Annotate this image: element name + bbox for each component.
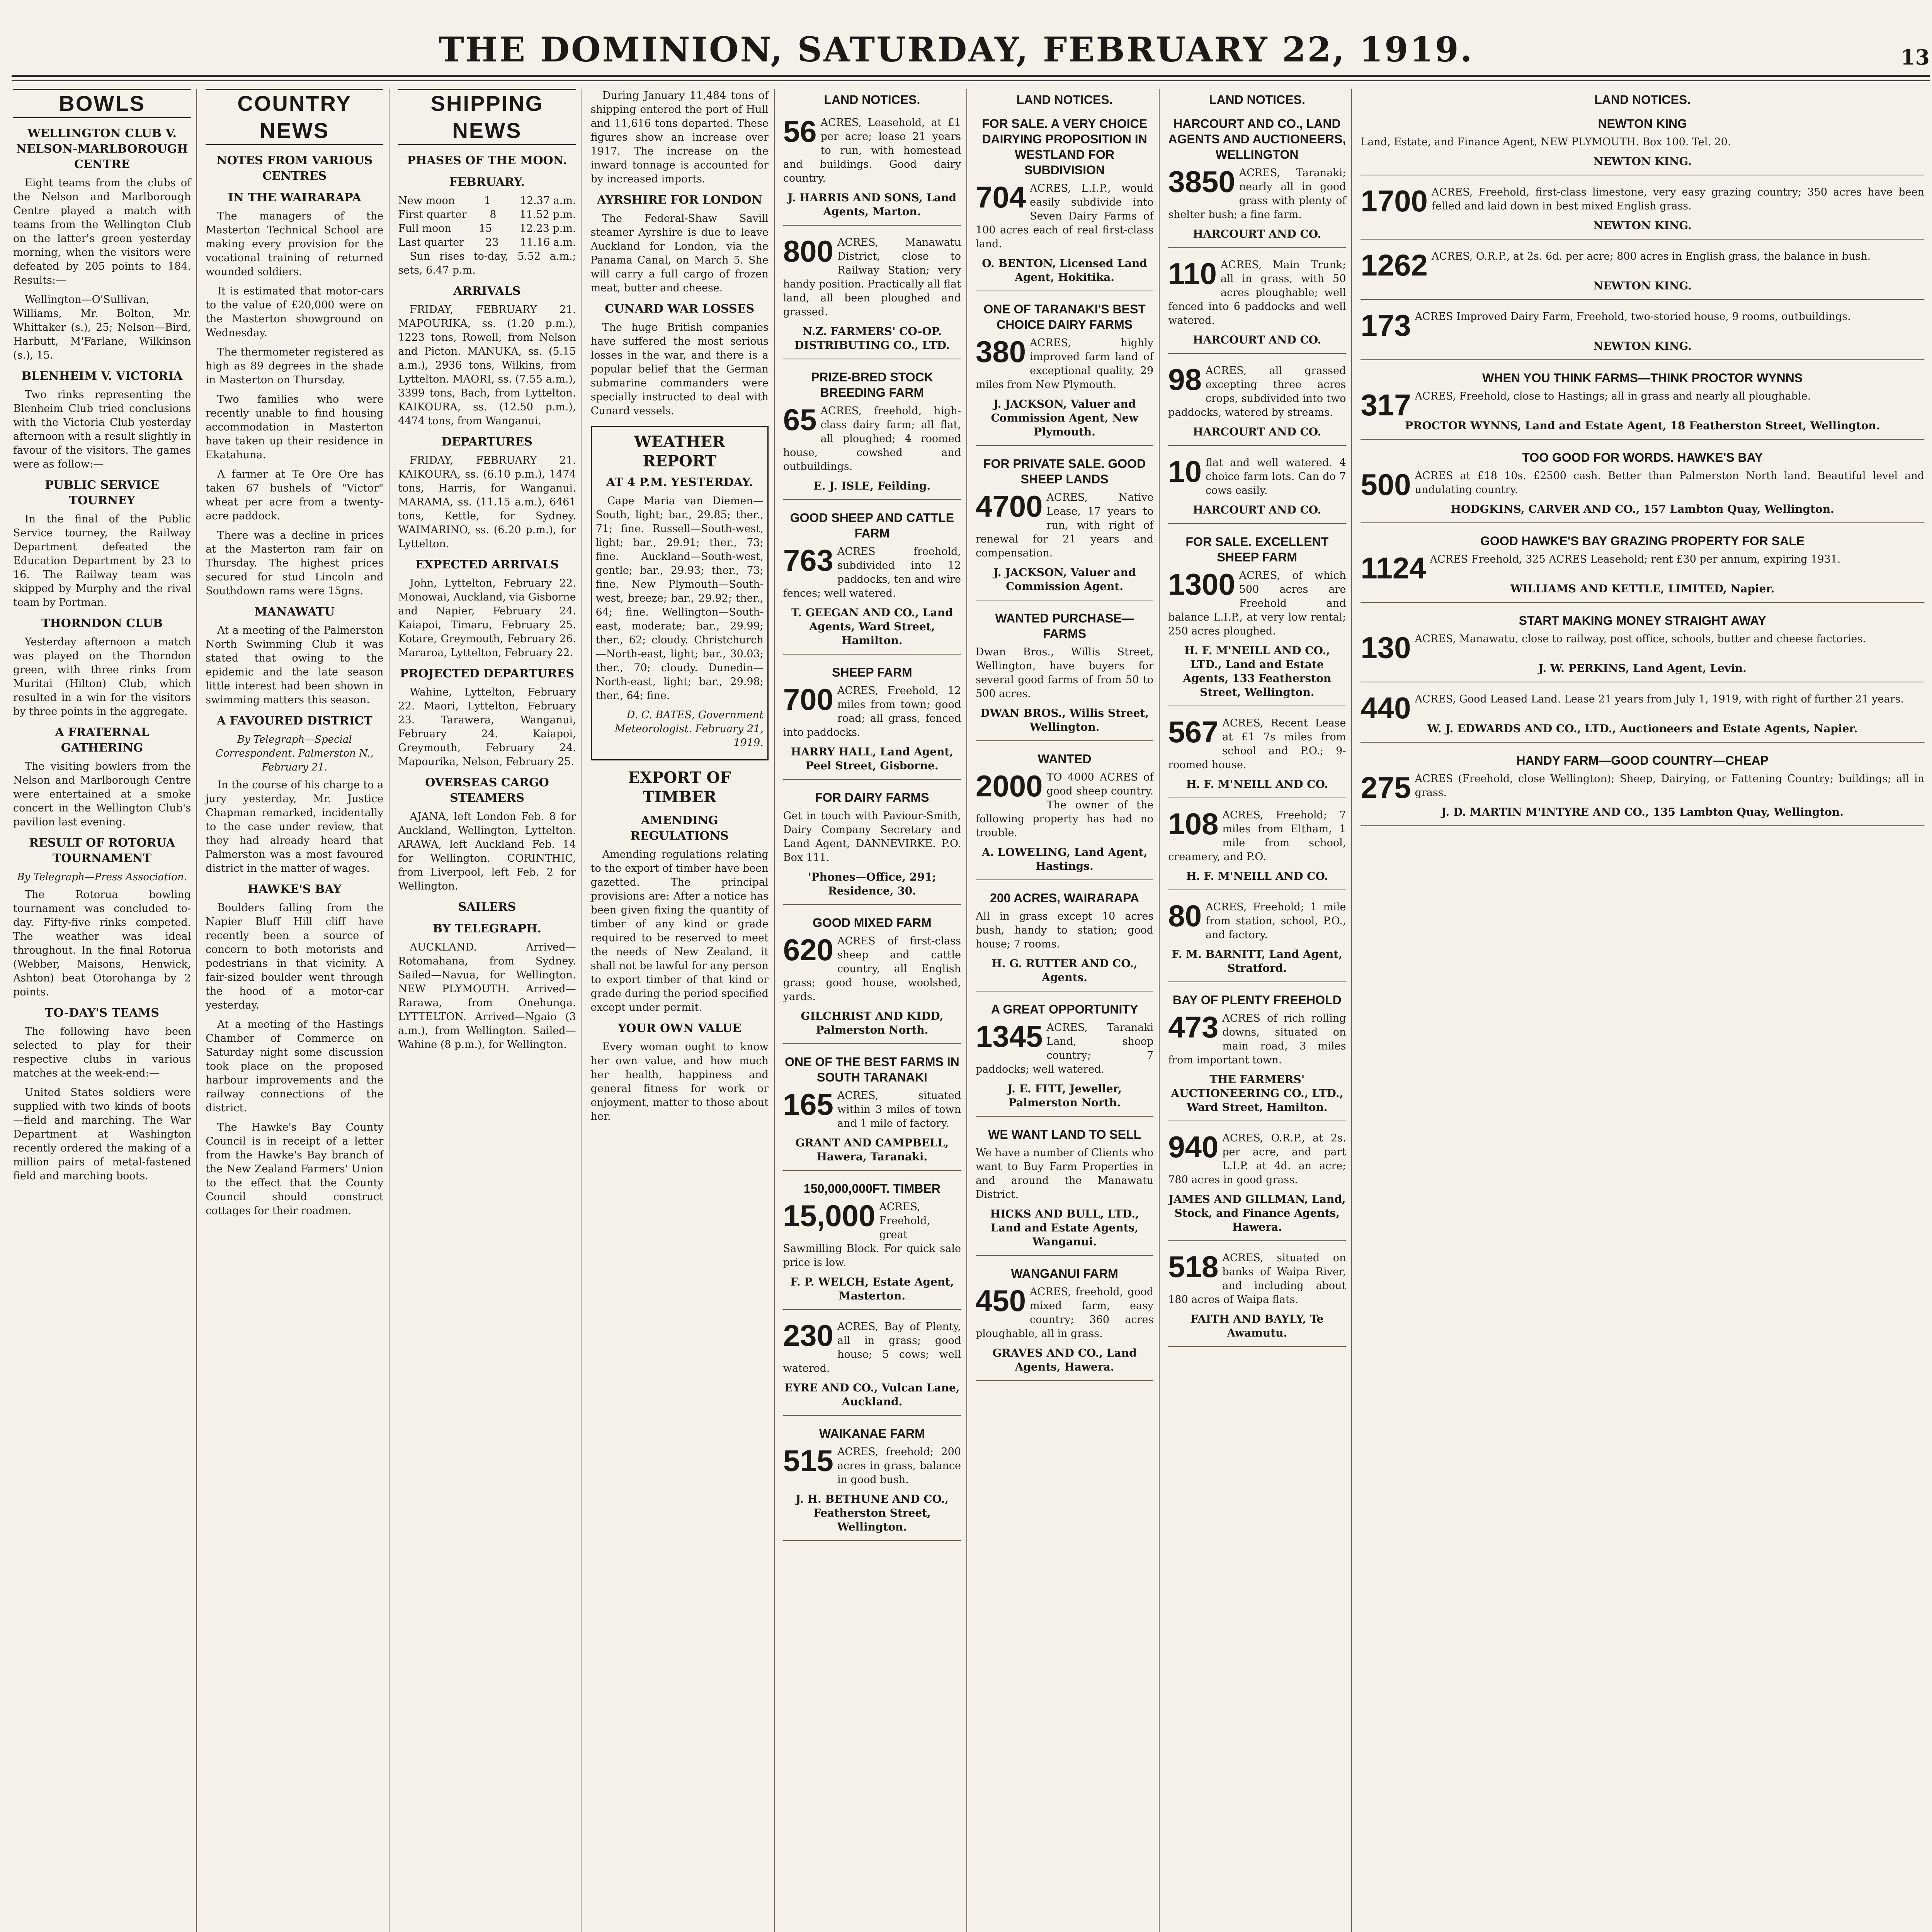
column-land-notices-2 [974,89,1160,1932]
land-notice-ad [1361,444,1924,523]
ad-acreage: 173 [1361,308,1411,342]
ad-list [1361,111,1924,826]
byline: By Telegraph—Press Association. [17,871,187,883]
moon-day: 1 [484,195,491,207]
article-paragraph: The Hawke's Bay County Council is in receipt of a letter from the Hawke's Bay branch of the New Zealand Farmers' Union to the effect that the County Council should construct cottages for their roadmen. [206,1121,384,1217]
ad-acreage: 317 [1361,388,1411,422]
ad-agent: PROCTOR WYNNS, Land and Estate Agent, 18 Featherston Street, Wellington. [1405,419,1880,432]
article-paragraph: The managers of the Masterton Technical School are making every provision for the vocational training of returned wounded soldiers. [206,210,384,278]
projected-departures-list: Wahine, Lyttelton, February 22. Maori, Lyttelton, February 23. Tarawera, Wanganui, February 24. Kaiapoi, Greymouth, February 24. Mapourika, Nelson, February 25. [398,686,576,768]
ad-agent: HARCOURT AND CO. [1193,425,1321,438]
article-heading: SAILERS [458,900,516,914]
ad-body: 56 ACRES, Leasehold, at £1 per acre; lease 21 years to run, with homestead and buildings. Good dairy country. [783,114,961,184]
ad-body: 940 ACRES, O.R.P., at 2s. per acre, and part L.I.P. at 4d. an acre; 780 acres in good grass. [1168,1130,1346,1186]
ad-acreage: 3850 [1168,165,1235,199]
ad-acreage: 15,000 [783,1199,876,1233]
ad-body: Dwan Bros., Willis Street, Wellington, have buyers for several good farms of from 50 to 500 acres. [976,646,1154,700]
article-heading: WELLINGTON CLUB V. NELSON-MARLBOROUGH CENTRE [16,127,188,171]
ad-acreage: 1700 [1361,184,1428,218]
article-paragraph: Yesterday afternoon a match was played on the Thorndon green, with three rinks from Muritai (Hilton) Club, which resulted in a win for the visitors by three points in the aggregate. [13,636,191,718]
article-paragraph: Two rinks representing the Blenheim Club tried conclusions with the Victoria Club yesterday afternoon with a result slightly in favour of the visitors. The games were as follow:— [13,389,191,470]
ad-agent: WILLIAMS AND KETTLE, LIMITED, Napier. [1510,582,1775,595]
page-columns [12,89,1930,1932]
article-heading: TO-DAY'S TEAMS [45,1006,160,1020]
weather-report-box [591,426,769,760]
article-paragraph: The thermometer registered as high as 89 degrees in the shade in Masterton on Thursday. [206,346,384,386]
land-notice-ad [783,1049,961,1171]
ad-acreage: 230 [783,1318,833,1352]
ad-heading: HARCOURT AND CO., LAND AGENTS AND AUCTIONEERS, WELLINGTON [1168,117,1346,162]
ad-agent: HICKS AND BULL, LTD., Land and Estate Agents, Wanganui. [990,1208,1139,1248]
ad-acreage: 700 [783,682,833,716]
article-paragraph: Eight teams from the clubs of the Nelson and Marlborough Centre played a match with teams from the Wellington Club on the latter's green yesterday morning, when the visitors were defeated by 205 points to 184. Results:— [13,177,191,286]
moon-phase: New moon [398,195,455,207]
ad-agent: F. M. BARNITT, Land Agent, Stratford. [1172,948,1342,975]
ad-list [783,111,961,1541]
ad-agent: A. LOWELING, Land Agent, Hastings. [981,846,1148,872]
ad-acreage: 275 [1361,770,1411,804]
column-misc-news [589,89,775,1932]
article-heading: ARRIVALS [453,284,521,298]
article-paragraph: The visiting bowlers from the Nelson and Marlborough Centre were entertained at a smoke concert in the Wellington Club's pavilion last evening. [13,760,191,828]
ad-body: 275 ACRES (Freehold, close Wellington); Sheep, Dairying, or Fattening Country; buildings; all in grass. [1361,770,1924,804]
ad-acreage: 567 [1168,715,1219,749]
ad-body: 2000 TO 4000 ACRES of good sheep country. The owner of the following property has had no trouble. [976,769,1154,839]
article-heading: MANAWATU [254,605,335,619]
land-notice-ad [1168,711,1346,798]
top-rule-thin [12,80,1930,81]
ad-body: 450 ACRES, freehold, good mixed farm, easy country; 360 acres ploughable, all in grass. [976,1284,1154,1340]
land-notice-ad [1361,687,1924,743]
ad-list [976,111,1153,1381]
ad-acreage: 763 [783,543,833,577]
ad-body: 700 ACRES, Freehold, 12 miles from town; good road; all grass, fenced into paddocks. [783,682,961,738]
article-paragraph: Amending regulations relating to the export of timber have been gazetted. The principal provisions are: After a notice has been given fixing the quantity of timber of any kind or grade required to be reserved to meet the needs of New Zealand, it shall not be lawful for any person to export timber of that kind or grade during the period specified except under permit. [590,849,769,1014]
land-notice-ad [783,364,961,500]
ad-body: 620 ACRES of first-class sheep and cattle country, all English grass; good house, woolshed, yards. [783,933,961,1003]
ad-heading: FOR DAIRY FARMS [815,791,929,804]
ad-body: 380 ACRES, highly improved farm land of exceptional quality, 29 miles from New Plymouth. [976,335,1154,391]
land-notice-ad [976,1121,1153,1256]
ad-agent: THE FARMERS' AUCTIONEERING CO., LTD., Ward Street, Hamilton. [1171,1073,1344,1114]
land-notice-ad [783,659,961,780]
article-heading: BY TELEGRAPH. [432,922,541,935]
ad-body: 515 ACRES, freehold; 200 acres in grass, balance in good bush. [783,1444,961,1486]
land-notice-ad [1361,180,1924,240]
ad-agent: J. E. FITT, Jeweller, Palmerston North. [1007,1082,1122,1109]
ad-agent: GRANT AND CAMPBELL, Hawera, Taranaki. [795,1136,949,1163]
ad-agent: JAMES AND GILLMAN, Land, Stock, and Finance Agents, Hawera. [1168,1193,1346,1233]
moon-day: 15 [479,223,492,235]
telegraph-shipping-list: AUCKLAND. Arrived—Rotomahana, from Sydney. Sailed—Navua, for Wellington. NEW PLYMOUTH. Arrived—Rarawa, from Onehunga. LYTTELTON. Arrived—Ngaio (3 a.m.), from Wellington. Sailed—Wahine (8 p.m.), for Wellington. [398,941,576,1051]
article-heading: BLENHEIM V. VICTORIA [21,369,183,383]
land-notice-ad [1361,111,1924,175]
top-rule [12,75,1930,77]
ad-agent: H. F. M'NEILL AND CO. [1186,778,1328,791]
article-heading: DEPARTURES [442,435,532,449]
ad-agent: J. W. PERKINS, Land Agent, Levin. [1538,662,1747,675]
ad-heading: TOO GOOD FOR WORDS. HAWKE'S BAY [1522,451,1763,464]
ad-agent: O. BENTON, Licensed Land Agent, Hokitika. [982,257,1147,284]
ad-agent: W. J. EDWARDS AND CO., LTD., Auctioneers and Estate Agents, Napier. [1427,722,1858,735]
moon-phase-row [398,194,576,208]
weather-signature: D. C. BATES, Government Meteorologist. February 21, 1919. [614,709,764,749]
ad-body: 500 ACRES at £18 10s. £2500 cash. Better than Palmerston North land. Beautiful level and undulating country. [1361,468,1924,502]
ad-body: 1300 ACRES, of which 500 acres are Freehold and balance L.I.P., at very low rental; 250 acres ploughed. [1168,567,1346,637]
ad-acreage: 98 [1168,362,1202,396]
ad-acreage: 80 [1168,899,1202,933]
land-notice-ad [1168,359,1346,446]
ad-body: 98 ACRES, all grassed excepting three acres crops, subdivided into two paddocks, watered by streams. [1168,362,1346,418]
article-paragraph: The Federal-Shaw Savill steamer Ayrshire is due to leave Auckland for London, via the Panama Canal, on March 5. She will carry a full cargo of frozen meat, butter and cheese. [590,213,769,294]
land-notice-ad [1168,253,1346,354]
ad-acreage: 110 [1168,257,1217,291]
land-notice-ad [1361,365,1924,440]
ad-heading: START MAKING MONEY STRAIGHT AWAY [1519,614,1766,628]
ad-heading: 200 ACRES, WAIRARAPA [990,891,1139,905]
land-notice-ad [783,230,961,359]
ad-acreage: 940 [1168,1130,1219,1164]
section-heading-bowls: BOWLS [13,89,191,118]
ad-body: 473 ACRES of rich rolling downs, situated on main road, 3 miles from important town. [1168,1010,1346,1066]
land-notice-ad [783,784,961,905]
ad-acreage: 4700 [976,489,1043,523]
land-notice-ad [976,451,1153,600]
ad-agent: T. GEEGAN AND CO., Land Agents, Ward Street, Hamilton. [791,606,953,647]
moon-phase-row [398,222,576,236]
article-heading: EXPORT OF TIMBER [628,769,731,806]
ad-body: 65 ACRES, freehold, high-class dairy farm; all flat, all ploughed; 4 roomed house, cowshed and outbuildings. [783,403,961,473]
ad-acreage: 518 [1168,1250,1219,1284]
ad-body: 173 ACRES Improved Dairy Farm, Freehold, two-storied house, 9 rooms, outbuildings. [1361,308,1851,342]
land-notice-ad [1168,451,1346,524]
ad-heading: BAY OF PLENTY FREEHOLD [1172,993,1342,1007]
ad-body: 165 ACRES, situated within 3 miles of town and 1 mile of factory. [783,1087,961,1129]
ad-acreage: 56 [783,114,817,148]
ad-agent: HARRY HALL, Land Agent, Peel Street, Gisborne. [791,745,954,772]
moon-time: 12.23 p.m. [519,223,576,235]
arrivals-list: FRIDAY, FEBRUARY 21. MAPOURIKA, ss. (1.20 p.m.), 1223 tons, Rowell, from Nelson and Picton. MANUKA, ss. (5.15 a.m.), 2936 tons, Wilkins, from Lyttelton. MAORI, ss. (7.55 a.m.), 3399 tons, Bach, from Lyttelton. KAIKOURA, ss. (12.50 p.m.), 4474 tons, from Wanganui. [398,304,576,427]
ad-agent: J. HARRIS AND SONS, Land Agents, Marton. [787,191,957,218]
land-notice-ad [976,605,1153,741]
ad-agent: GILCHRIST AND KIDD, Palmerston North. [801,1010,944,1036]
ad-acreage: 130 [1361,631,1411,665]
ad-agent: EYRE AND CO., Vulcan Lane, Auckland. [784,1381,960,1408]
article-heading: PROJECTED DEPARTURES [400,667,575,680]
ad-heading: HANDY FARM—GOOD COUNTRY—CHEAP [1516,753,1769,767]
article-heading: NOTES FROM VARIOUS CENTRES [216,154,373,183]
ad-agent: H. F. M'NEILL AND CO., LTD., Land and Estate Agents, 133 Featherston Street, Wellington. [1183,644,1332,699]
land-notice-ad [976,996,1153,1117]
moon-phase-row [398,236,576,250]
moon-time: 12.37 a.m. [520,195,576,207]
land-notice-ad [783,1175,961,1310]
ad-body: 80 ACRES, Freehold; 1 mile from station, school, P.O., and factory. [1168,899,1346,941]
ad-acreage: 2000 [976,769,1043,803]
ad-body: 800 ACRES, Manawatu District, close to Railway Station; very handy position. Practically all flat land, all been ploughed and grassed. [783,234,961,318]
article-paragraph: There was a decline in prices at the Masterton ram fair on Thursday. The highest prices secured for stud Lincoln and Southdown rams were 15gns. [206,529,384,597]
land-notice-ad [1168,895,1346,982]
article-heading: PHASES OF THE MOON. [407,154,567,167]
ad-body: 15,000 ACRES, Freehold, great Sawmilling Block. For quick sale price is low. [783,1199,961,1269]
ad-heading: WAIKANAE FARM [819,1427,925,1440]
article-paragraph: It is estimated that motor-cars to the value of £20,000 were on the Masterton showground on Wednesday. [206,285,384,339]
article-paragraph: The Rotorua bowling tournament was concluded to-day. Fifty-five rinks competed. The weather was ideal throughout. In the final Rotorua (Webber, Maisons, Henwick, Ashton) beat Otorohanga by 2 points. [13,889,191,998]
moon-phase: First quarter [398,209,467,221]
moon-phase: Last quarter [398,236,464,248]
moon-time: 11.16 a.m. [520,236,576,248]
ad-agent: DWAN BROS., Willis Street, Wellington. [980,707,1149,733]
ad-acreage: 515 [783,1444,833,1478]
ad-agent: HODGKINS, CARVER AND CO., 157 Lambton Quay, Wellington. [1451,503,1834,515]
ad-agent: E. J. ISLE, Feilding. [813,480,931,492]
ad-heading: FOR SALE. EXCELLENT SHEEP FARM [1185,535,1329,564]
land-notice-ad [1361,244,1924,300]
ad-acreage: 800 [783,234,833,268]
article-paragraph: The huge British companies have suffered the most serious losses in the war, and there is a popular belief that the German submarine commanders were specially instructed to deal with Cunard vessels. [590,321,769,417]
land-notice-ad [783,505,961,655]
ad-body: 704 ACRES, L.I.P., would easily subdivide into Seven Dairy Farms of 100 acres each of real first-class land. [976,180,1154,250]
ad-acreage: 65 [783,403,817,437]
ad-agent: NEWTON KING. [1593,219,1692,232]
ad-acreage: 1124 [1361,551,1426,585]
land-notice-ad [1361,747,1924,826]
land-notice-ad [976,746,1153,880]
weather-report-subtitle: AT 4 P.M. YESTERDAY. [606,476,753,489]
overseas-steamers-list: AJANA, left London Feb. 8 for Auckland, Wellington, Lyttelton. ARAWA, left Auckland Feb. 14 for Wellington. CORINTHIC, from Liverpool, left Feb. 2 for Wellington. [398,811,576,892]
ad-body: 4700 ACRES, Native Lease, 17 years to run, with right of renewal for 21 years and compensation. [976,489,1154,559]
weather-readings: Cape Maria van Diemen—South, light; bar., 29.85; ther., 71; fine. Russell—South-west, light; bar., 29.91; ther., 73; fine. Auckland—South-west, gentle; bar., 29.93; ther., 73; fine. New Plymouth—South-west, breeze; bar., 29.92; ther., 64; fine. Wellington—South-east, moderate; bar., 29.99; ther., 62; cloudy. Christchurch—North-east, light; bar., 30.03; ther., 70; cloudy. Dunedin—North-east, light; bar., 29.98; ther., 64; fine. [595,495,764,702]
ad-agent: GRAVES AND CO., Land Agents, Hawera. [992,1347,1137,1373]
article-paragraph: The following have been selected to play for their respective clubs in various matches at the week-end:— [13,1026,191,1079]
ad-acreage: 440 [1361,691,1411,725]
moon-phase: Full moon [398,223,451,235]
column-shipping-news [396,89,582,1932]
land-notice-ad [976,296,1153,446]
ad-acreage: 108 [1168,807,1219,841]
land-notice-ad [1168,803,1346,890]
ad-body: 10 flat and well watered. 4 choice farm lots. Can do 7 cows easily. [1168,454,1346,497]
column-label: LAND NOTICES. [1594,93,1691,107]
ad-acreage: 165 [783,1087,833,1121]
moon-day: 8 [490,209,497,221]
weather-report-title: WEATHER REPORT [634,433,725,470]
ad-acreage: 1345 [976,1019,1043,1053]
land-notice-ad [1168,111,1346,248]
ad-acreage: 620 [783,933,833,967]
ad-heading: FOR PRIVATE SALE. GOOD SHEEP LANDS [983,457,1146,486]
ad-heading: A GREAT OPPORTUNITY [991,1002,1138,1016]
land-notice-ad [1168,529,1346,706]
ad-heading: NEWTON KING [1598,117,1687,131]
moon-day: 23 [485,236,499,248]
land-notice-ad [1361,304,1924,360]
ad-agent: HARCOURT AND CO. [1193,503,1321,516]
land-notice-ad [1361,528,1924,603]
column-bowls [12,89,197,1932]
article-heading: A FAVOURED DISTRICT [216,714,372,728]
newspaper-title: THE DOMINION, SATURDAY, FEBRUARY 22, 1919. [439,29,1474,70]
ad-acreage: 450 [976,1284,1026,1318]
article-paragraph: Every woman ought to know her own value, and how much her health, happiness and general fitness for work or enjoyment, matter to those about her. [590,1041,769,1122]
ad-agent: J. D. MARTIN M'INTYRE AND CO., 135 Lambton Quay, Wellington. [1441,806,1844,818]
ad-acreage: 500 [1361,468,1411,502]
land-notice-ad [783,1420,961,1541]
article-paragraph: Two families who were recently unable to find housing accommodation in Masterton have taken up their residence in Ekatahuna. [206,393,384,461]
ad-body: 1262 ACRES, O.R.P., at 2s. 6d. per acre; 800 acres in English grass, the balance in bush. [1361,248,1871,282]
ad-agent: NEWTON KING. [1593,279,1692,292]
column-land-notices-3 [1167,89,1352,1932]
sun-times: Sun rises to-day, 5.52 a.m.; sets, 6.47 p.m. [398,250,576,276]
ad-body: 763 ACRES freehold, subdivided into 12 paddocks, ten and wire fences; well watered. [783,543,961,599]
article-paragraph: In the final of the Public Service tourney, the Railway Department defeated the Education Department by 23 to 16. The Railway team was skipped by Murphy and the rival team by Portman. [13,513,191,609]
land-notice-ad [976,1260,1153,1381]
land-notice-ad [976,111,1153,291]
ad-agent: HARCOURT AND CO. [1193,333,1321,346]
ad-heading: FOR SALE. A VERY CHOICE DAIRYING PROPOSITION IN WESTLAND FOR SUBDIVISION [982,117,1148,177]
ad-body: 1700 ACRES, Freehold, first-class limestone, very easy grazing country; 350 acres have been felled and laid down in best mixed English grass. [1361,184,1924,218]
article-heading: PUBLIC SERVICE TOURNEY [45,478,160,507]
column-label: LAND NOTICES. [1016,93,1113,107]
article-heading: CUNARD WAR LOSSES [605,302,755,316]
column-label: LAND NOTICES. [1209,93,1305,107]
article-paragraph: At a meeting of the Hastings Chamber of Commerce on Saturday night some discussion took place on the proposed harbour improvements and the railway connections of the district. [206,1019,384,1114]
ad-body: 1124 ACRES Freehold, 325 ACRES Leasehold; rent £30 per annum, expiring 1931. [1361,551,1841,585]
ad-acreage: 704 [976,180,1026,214]
ad-agent: NEWTON KING. [1593,340,1692,352]
ad-agent: H. G. RUTTER AND CO., Agents. [992,957,1138,984]
ad-heading: WANTED [1037,752,1092,766]
land-notice-ad [1168,1246,1346,1347]
ad-agent: J. H. BETHUNE AND CO., Featherston Street, Wellington. [795,1493,949,1533]
departures-list: FRIDAY, FEBRUARY 21. KAIKOURA, ss. (6.10 p.m.), 1474 tons, Harris, for Wanganui. MARAMA, ss. (11.15 a.m.), 6461 tons, Kettle, for Sydney. WAIMARINO, ss. (6.20 p.m.), for Lyttelton. [398,454,576,550]
ad-heading: ONE OF TARANAKI'S BEST CHOICE DAIRY FARMS [983,302,1146,332]
ad-list [1168,111,1346,1347]
land-notice-ad [783,1315,961,1416]
ad-heading: ONE OF THE BEST FARMS IN SOUTH TARANAKI [785,1055,959,1084]
ad-heading: PRIZE-BRED STOCK BREEDING FARM [811,370,933,400]
ad-heading: GOOD SHEEP AND CATTLE FARM [790,511,954,540]
ad-agent: H. F. M'NEILL AND CO. [1186,870,1328,883]
land-notice-ad [1168,987,1346,1121]
ad-agent: NEWTON KING. [1593,155,1692,168]
ad-agent: N.Z. FARMERS' CO-OP. DISTRIBUTING CO., LTD. [794,325,950,352]
ad-body: 1345 ACRES, Taranaki Land, sheep country; 7 paddocks; well watered. [976,1019,1154,1075]
section-heading-country-news: COUNTRY NEWS [206,89,383,145]
masthead [12,15,1930,70]
ad-heading: WHEN YOU THINK FARMS—THINK PROCTOR WYNNS [1482,371,1803,385]
ad-acreage: 380 [976,335,1026,369]
ad-heading: SHEEP FARM [832,665,912,679]
land-notice-ad [976,885,1153,992]
ad-body: 567 ACRES, Recent Lease at £1 7s miles from school and P.O.; 9-roomed house. [1168,715,1346,771]
ad-heading: WANTED PURCHASE—FARMS [995,611,1134,641]
ad-body: 518 ACRES, situated on banks of Waipa River, and including about 180 acres of Waipa flats. [1168,1250,1346,1306]
ad-acreage: 473 [1168,1010,1219,1044]
article-paragraph: At a meeting of the Palmerston North Swimming Club it was stated that owing to the epidemic and the late season little interest had been shown in swimming matters this season. [206,624,384,706]
article-paragraph: Wellington—O'Sullivan, Williams, Mr. Bolton, Mr. Whittaker (s.), 25; Nelson—Bird, Harbutt, M'Farlane, Wilkinson (s.), 15. [13,294,191,361]
page-number: 13 [1900,45,1930,70]
section-heading-shipping-news: SHIPPING NEWS [398,89,576,145]
ad-heading: WANGANUI FARM [1011,1267,1118,1281]
ad-body: 130 ACRES, Manawatu, close to railway, post office, schools, butter and cheese factories. [1361,631,1866,665]
ad-heading: GOOD HAWKE'S BAY GRAZING PROPERTY FOR SALE [1480,534,1805,548]
ad-acreage: 1262 [1361,248,1428,282]
ad-heading: 150,000,000FT. TIMBER [803,1182,940,1196]
land-notice-ad [783,111,961,226]
ad-body: 3850 ACRES, Taranaki; nearly all in good grass with plenty of shelter bush; a fine farm. [1168,165,1346,221]
article-heading: YOUR OWN VALUE [617,1022,742,1035]
land-notice-ad [1361,607,1924,682]
article-paragraph: A farmer at Te Ore Ore has taken 67 bushels of "Victor" wheat per acre from a twenty-acre paddock. [206,468,384,522]
ad-acreage: 10 [1168,454,1202,488]
ad-heading: WE WANT LAND TO SELL [988,1128,1141,1141]
moon-phase-row [398,208,576,222]
article-heading: HAWKE'S BAY [247,883,342,896]
ad-acreage: 1300 [1168,567,1235,601]
ad-agent: FAITH AND BAYLY, Te Awamutu. [1190,1313,1324,1339]
ad-agent: 'Phones—Office, 291; Residence, 30. [808,871,936,897]
article-heading: RESULT OF ROTORUA TOURNAMENT [29,836,175,865]
article-paragraph: In the course of his charge to a jury yesterday, Mr. Justice Chapman remarked, incidentally to the case under review, that they had already heard that Palmerston was a most favoured district in the matter of wages. [206,779,384,874]
ad-body: 108 ACRES, Freehold; 7 miles from Eltham, 1 mile from school, creamery, and P.O. [1168,807,1346,863]
ad-body: We have a number of Clients who want to Buy Farm Properties in and around the Manawatu District. [976,1147,1154,1201]
moon-table-label: FEBRUARY. [449,175,525,189]
ad-agent: F. P. WELCH, Estate Agent, Masterton. [790,1276,954,1302]
ad-body: Get in touch with Paviour-Smith, Dairy Company Secretary and Land Agent, DANNEVIRKE. P.O. Box 111. [783,810,961,864]
ad-agent: J. JACKSON, Valuer and Commission Agent. [993,566,1136,593]
column-label: LAND NOTICES. [824,93,920,107]
ad-body: Land, Estate, and Finance Agent, NEW PLYMOUTH. Box 100. Tel. 20. [1361,136,1731,148]
ad-body: 317 ACRES, Freehold, close to Hastings; all in grass and nearly all ploughable. [1361,388,1811,422]
article-heading: EXPECTED ARRIVALS [415,558,559,571]
byline: By Telegraph—Special Correspondent. Palmerston N., February 21. [215,734,374,773]
article-heading: AYRSHIRE FOR LONDON [597,193,762,207]
column-land-notices-1 [782,89,967,1932]
column-land-notices-4 [1359,89,1930,1932]
article-paragraph: During January 11,484 tons of shipping entered the port of Hull and 11,616 tons departed. These figures show an increase over 1917. The increase on the inward tonnage is accounted for by increased imports. [590,90,769,185]
ad-body: 440 ACRES, Good Leased Land. Lease 21 years from July 1, 1919, with right of further 21 years. [1361,691,1904,725]
article-paragraph: Boulders falling from the Napier Bluff Hill cliff have recently been a source of concern to both motorists and pedestrians in that vicinity. A fair-sized boulder went through the hood of a motor-car yesterday. [206,902,384,1011]
article-heading: THORNDON CLUB [41,617,163,630]
column-country-news [204,89,389,1932]
article-heading: OVERSEAS CARGO STEAMERS [425,776,549,805]
article-heading: A FRATERNAL GATHERING [55,726,149,755]
land-notice-ad [783,910,961,1044]
ad-agent: J. JACKSON, Valuer and Commission Agent, New Plymouth. [991,398,1138,438]
article-heading: AMENDING REGULATIONS [630,814,729,843]
land-notice-ad [1168,1126,1346,1241]
ad-heading: GOOD MIXED FARM [813,916,932,930]
article-heading: IN THE WAIRARAPA [228,191,361,204]
moon-time: 11.52 p.m. [519,209,576,221]
moon-phase-table [398,194,576,250]
ad-body: All in grass except 10 acres bush, handy to station; good house; 7 rooms. [976,910,1154,950]
expected-arrivals-list: John, Lyttelton, February 22. Monowai, Auckland, via Gisborne and Napier, February 24. Kaiapoi, Timaru, February 25. Kotare, Greymouth, February 26. Mararoa, Lyttelton, February 22. [398,577,576,659]
ad-agent: HARCOURT AND CO. [1193,228,1321,240]
ad-body: 230 ACRES, Bay of Plenty, all in grass; good house; 5 cows; well watered. [783,1318,961,1374]
article-paragraph: United States soldiers were supplied with two kinds of boots—field and marching. The War Department at Washington recently ordered the making of a million pairs of metal-fastened field and marching boots. [13,1087,191,1182]
ad-body: 110 ACRES, Main Trunk; all in grass, with 50 acres ploughable; well fenced into 6 paddocks and well watered. [1168,257,1346,327]
